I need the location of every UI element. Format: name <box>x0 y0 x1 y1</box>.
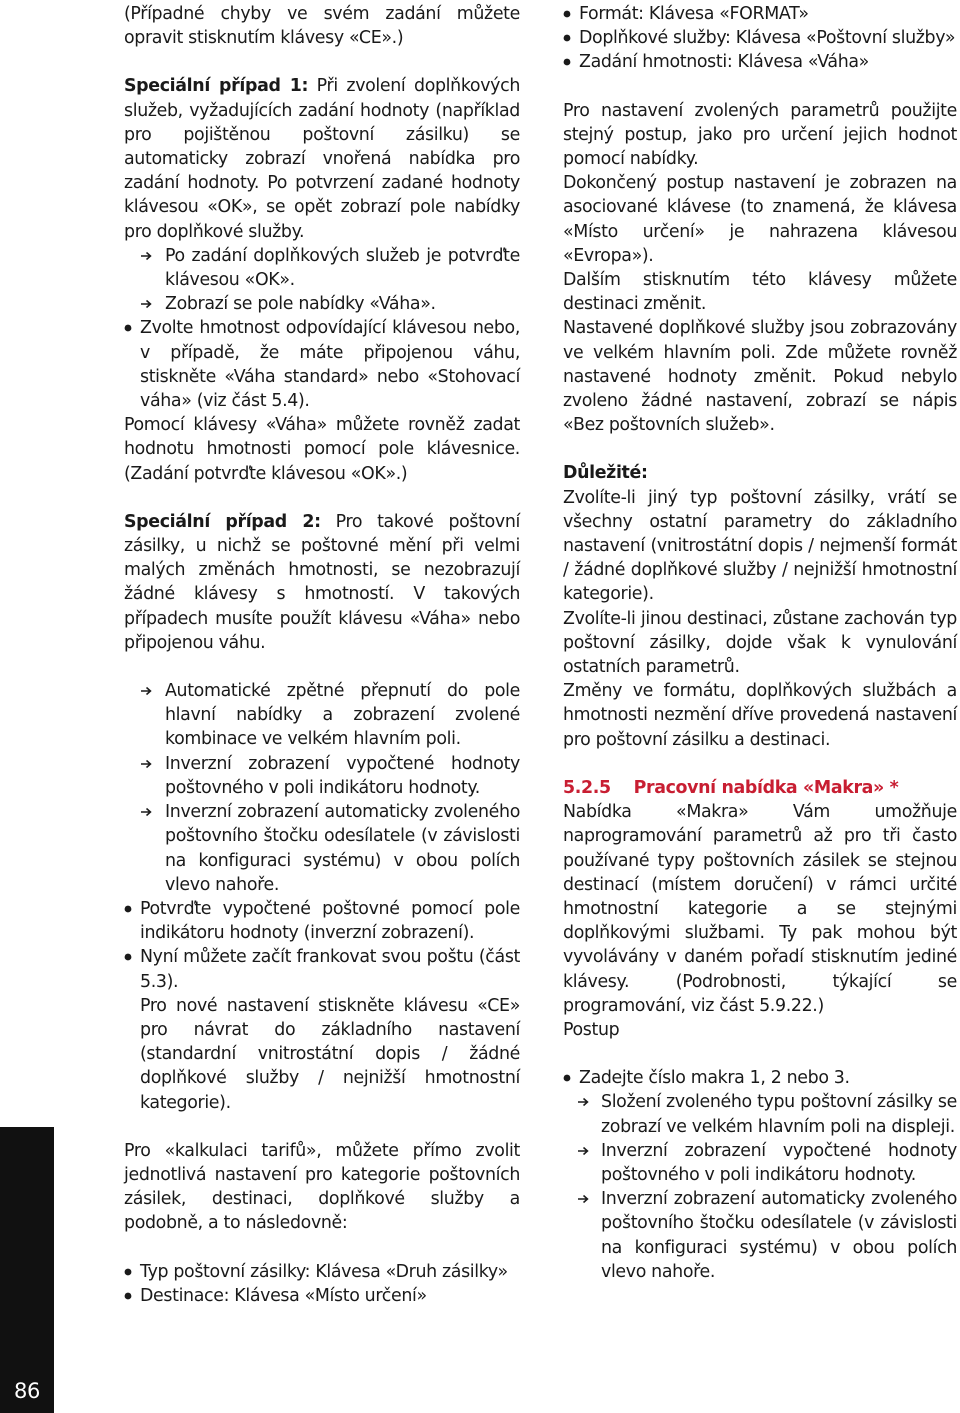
bullet-dot-icon <box>563 2 573 26</box>
bullet-dot-icon <box>124 1284 134 1308</box>
left-column <box>124 2 520 1308</box>
settings-paragraph: Dalším stisknutím této klávesy můžete destinaci změnit. <box>563 270 957 315</box>
bullet-item <box>563 50 957 74</box>
arrow-item-text: Inverzní zobrazení vypočtené hodnoty poštovného v poli indikátoru hodnoty. <box>165 753 520 798</box>
settings-paragraph: Pro nastavení zvolených parametrů použijte stejný postup, jako pro určení jejich hodnot pomocí nabídky. <box>563 100 957 170</box>
special-case-1-label: Speciální případ 1: <box>124 76 309 97</box>
bullet-item-text: Formát: Klávesa «FORMAT» <box>579 4 809 24</box>
arrow-item-text: Inverzní zobrazení automaticky zvoleného poštovního štočku odesílatele (v závislosti na konfiguraci systému) v obou polích vlevo nahoře. <box>601 1189 957 1282</box>
reset-paragraph: Pro nové nastavení stiskněte klávesu «CE» pro návrat do základního nastavení (standardní vnitrostátní dopis / žádné doplňkové služby / nejnižší hmotnostní kategorie). <box>140 995 520 1113</box>
bullet-item <box>563 1066 957 1090</box>
bullet-dot-icon <box>124 316 134 340</box>
arrow-right-icon <box>140 244 154 268</box>
bullet-dot-icon <box>563 1066 573 1090</box>
arrow-right-icon <box>140 292 154 316</box>
bullet-item <box>563 26 957 50</box>
bullet-item-text: Zadání hmotnosti: Klávesa «Váha» <box>579 52 869 73</box>
page-number-tab <box>0 1127 54 1413</box>
arrow-item-text: Po zadání doplňkových služeb je potvrďte klávesou «OK». <box>165 245 520 291</box>
arrow-right-icon <box>140 752 154 776</box>
settings-paragraph: Nastavené doplňkové služby jsou zobrazovány ve velkém hlavním poli. Zde můžete rovněž nastavené hodnoty změnit. Pokud nebylo zvoleno žádné nastavení, zobrazí se nápis «Bez poštovních služeb». <box>563 318 957 436</box>
section-heading: 5.2.5 Pracovní nabídka «Makra» * <box>563 777 899 798</box>
arrow-item <box>563 1139 957 1187</box>
bullet-dot-icon <box>124 1260 134 1284</box>
arrow-item-text: Složení zvoleného typu poštovní zásilky se zobrazí ve velkém hlavním poli na displeji. <box>601 1092 957 1137</box>
bullet-item <box>124 316 520 413</box>
arrow-right-icon <box>140 679 154 703</box>
special-case-2-text: Pro takové poštovní zásilky, u nichž se poštovné mění při velmi malých změnách hmotnosti, se nezobrazují žádné klávesy s hmotností. V takových případech musíte použít klávesu «Váha» nebo připojenou váhu. <box>124 511 520 653</box>
bullet-dot-icon <box>563 50 573 74</box>
arrow-right-icon <box>577 1139 591 1163</box>
weight-paragraph: Pomocí klávesy «Váha» můžete rovněž zadat hodnotu hmotnosti pomocí pole klávesnice. (Zadání potvrďte klávesou «OK».) <box>124 415 520 484</box>
arrow-right-icon <box>577 1187 591 1211</box>
arrow-item <box>563 1187 957 1284</box>
special-case-1 <box>124 74 520 243</box>
bullet-dot-icon <box>124 945 134 969</box>
arrow-item <box>124 679 520 752</box>
bullet-dot-icon <box>563 26 573 50</box>
bullet-item <box>124 1284 520 1308</box>
settings-paragraph: Dokončený postup nastavení je zobrazen na asociované klávese (to znamená, že klávesa «Místo určení» je nahrazena klávesou «Evropa»). <box>563 173 957 266</box>
right-column <box>563 2 957 1284</box>
arrow-item-text: Inverzní zobrazení vypočtené hodnoty poštovného v poli indikátoru hodnoty. <box>601 1140 957 1185</box>
intro-paragraph: (Případné chyby ve svém zadání můžete opravit stisknutím klávesy «CE».) <box>124 4 520 49</box>
procedure-label: Postup <box>563 1019 620 1040</box>
bullet-item-text: Nyní můžete začít frankovat svou poštu (část 5.3). <box>140 947 520 992</box>
arrow-item <box>124 800 520 897</box>
special-case-2 <box>124 510 520 655</box>
bullet-item <box>563 2 957 26</box>
bullet-item-text: Zadejte číslo makra 1, 2 nebo 3. <box>579 1068 850 1089</box>
arrow-item <box>124 752 520 800</box>
bullet-item-text: Doplňkové služby: Klávesa «Poštovní služby» <box>579 28 956 49</box>
bullet-item <box>124 945 520 993</box>
bullet-item-text: Potvrďte vypočtené poštovné pomocí pole indikátoru hodnoty (inverzní zobrazení). <box>140 898 520 944</box>
special-case-2-label: Speciální případ 2: <box>124 511 321 532</box>
important-paragraph: Zvolíte-li jinou destinaci, zůstane zachován typ poštovní zásilky, dojde však k vynulování ostatních parametrů. <box>563 608 957 678</box>
arrow-right-icon <box>140 800 154 824</box>
arrow-item <box>563 1090 957 1138</box>
macro-paragraph: Nabídka «Makra» Vám umožňuje naprogramování parametrů až pro tři často používané typy poštovních zásilek se stejnou destinací (místem doručení) v rámci určité hmotnostní kategorie a se stejnými doplňkovými službami. Ty pak mohou být vyvolávány v daném pořadí stisknutím jediné klávesy. (Podrobnosti, týkající se programování, viz část 5.9.22.) <box>563 802 957 1016</box>
arrow-item-text: Zobrazí se pole nabídky «Váha». <box>165 294 436 315</box>
bullet-item <box>124 1260 520 1284</box>
important-heading: Důležité: <box>563 463 648 484</box>
important-paragraph: Zvolíte-li jiný typ poštovní zásilky, vrátí se všechny ostatní parametry do základního nastavení (vnitrostátní dopis / nejmenší formát / žádné doplňkové služby / nejnižší hmotnostní kategorie). <box>563 487 957 605</box>
important-paragraph: Změny ve formátu, doplňkových službách a hmotnosti nezmění dříve provedená nastavení pro poštovní zásilku a destinaci. <box>563 681 957 750</box>
bullet-item-text: Zvolte hmotnost odpovídající klávesou nebo, v případě, že máte připojenou váhu, stiskněte «Váha standard» nebo «Stohovací váha» (viz část 5.4). <box>140 318 520 412</box>
page-number: 86 <box>13 1379 41 1403</box>
arrow-item-text: Automatické zpětné přepnutí do pole hlavní nabídky a zobrazení zvolené kombinace ve velkém hlavním poli. <box>165 681 520 750</box>
tariff-paragraph: Pro «kalkulaci tarifů», můžete přímo zvolit jednotlivá nastavení pro kategorie poštovních zásilek, destinaci, doplňkové služby a podobně, a to následovně: <box>124 1140 520 1234</box>
arrow-item-text: Inverzní zobrazení automaticky zvoleného poštovního štočku odesílatele (v závislosti na konfiguraci systému) v obou polích vlevo nahoře. <box>165 802 520 895</box>
bullet-item-text: Destinace: Klávesa «Místo určení» <box>140 1285 427 1306</box>
arrow-item <box>124 292 520 316</box>
bullet-dot-icon <box>124 897 134 921</box>
bullet-item <box>124 897 520 945</box>
bullet-item-text: Typ poštovní zásilky: Klávesa «Druh zásilky» <box>140 1261 508 1282</box>
arrow-right-icon <box>577 1090 591 1114</box>
special-case-1-text: Při zvolení doplňkových služeb, vyžadujících zadání hodnoty (například pro pojištěnou poštovní zásilku) se automaticky zobrazí vnořená nabídka pro zadání hodnoty. Po potvrzení zadané hodnoty klávesou «OK», se opět zobrazí pole nabídky pro doplňkové služby. <box>124 76 520 242</box>
arrow-item <box>124 244 520 292</box>
